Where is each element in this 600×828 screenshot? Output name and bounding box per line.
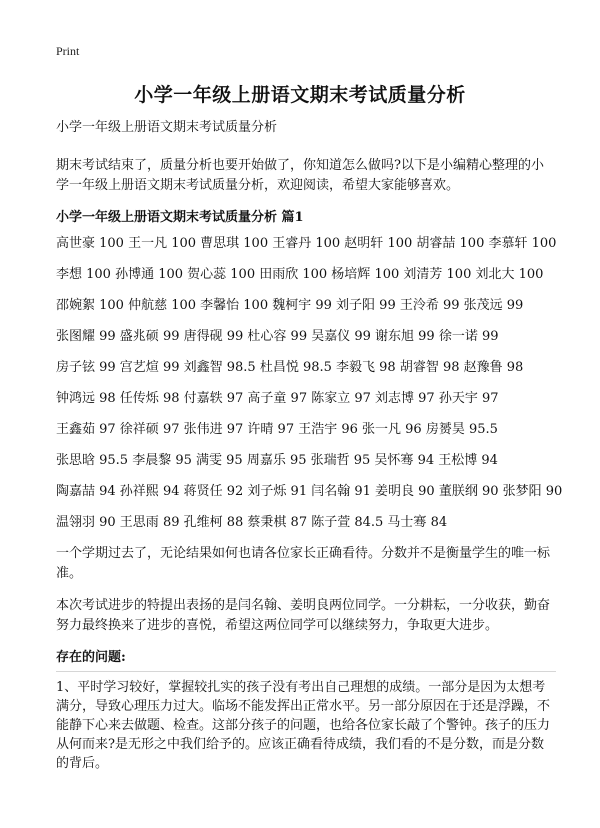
- intro-paragraph: 期末考试结束了，质量分析也要开始做了，你知道怎么做吗?以下是小编精心整理的小学一年级上册语文期末考试质量分析，欢迎阅读，希望大家能够喜欢。: [56, 158, 544, 193]
- score-line: 邵婉絮 100 仲航慈 100 李馨怡 100 魏柯宇 99 刘子阳 99 王泠希 99 张茂远 99: [56, 298, 524, 313]
- score-line: 陶嘉喆 94 孙祥熙 94 蒋贤任 92 刘子烁 91 闫名翰 91 姜明良 90 董朕纲 90 张梦阳 90: [56, 484, 563, 499]
- score-line: 李想 100 孙博通 100 贺心蕊 100 田雨欣 100 杨培辉 100 刘清芳 100 刘北大 100: [56, 267, 544, 282]
- score-line: 钟鸿远 98 任传烁 98 付嘉轶 97 高子童 97 陈家立 97 刘志博 97 孙天宇 97: [56, 391, 499, 406]
- paragraph-praise: 本次考试进步的特提出表扬的是闫名翰、姜明良两位同学。一分耕耘，一分收获，勤奋努力最终换来了进步的喜悦，希望这两位同学可以继续努力，争取更大进步。: [56, 598, 551, 633]
- score-list: [56, 234, 563, 544]
- score-line: 张思晗 95.5 李晨黎 95 满雯 95 周嘉乐 95 张瑞哲 95 吴怀骞 94 王松博 94: [56, 453, 498, 468]
- section-heading: 小学一年级上册语文期末考试质量分析 篇1: [56, 210, 304, 225]
- score-line: 温翎羽 90 王思雨 89 孔维柯 88 蔡秉棋 87 陈子萱 84.5 马士骞 84: [56, 515, 448, 530]
- page-title: 小学一年级上册语文期末考试质量分析: [134, 84, 466, 106]
- print-link[interactable]: Print: [56, 44, 80, 58]
- issue-paragraph: 1、平时学习较好，掌握较扎实的孩子没有考出自己理想的成绩。一部分是因为太想考满分，导致心理压力过大。临场不能发挥出正常水平。另一部分原因在于还是浮躁，不能静下心来去做题、检查。这部分孩子的问题，也给各位家长敲了个警钟。孩子的压力从何而来?是无形之中我们给予的。应该正确看待成绩，我们看的不是分数，而是分数的背后。: [56, 680, 551, 771]
- score-line: 张图耀 99 盛兆硕 99 唐得砚 99 杜心容 99 吴嘉仪 99 谢东旭 99 徐一诺 99: [56, 329, 499, 344]
- document-body: [56, 118, 563, 773]
- score-line: 高世豪 100 王一凡 100 曹思琪 100 王睿丹 100 赵明轩 100 胡睿喆 100 李慕轩 100: [56, 236, 557, 251]
- score-line: 王鑫茹 97 徐祥硕 97 张伟进 97 许晴 97 王浩宇 96 张一凡 96 房赟昊 95.5: [56, 422, 498, 437]
- score-line: 房子铉 99 宫艺煊 99 刘鑫智 98.5 杜昌悦 98.5 李毅飞 98 胡睿智 98 赵豫鲁 98: [56, 360, 524, 375]
- paragraph-standard: 一个学期过去了，无论结果如何也请各位家长正确看待。分数并不是衡量学生的唯一标准。: [56, 546, 551, 581]
- issues-heading: 存在的问题:: [56, 648, 556, 672]
- document-subtitle: 小学一年级上册语文期末考试质量分析: [56, 120, 278, 135]
